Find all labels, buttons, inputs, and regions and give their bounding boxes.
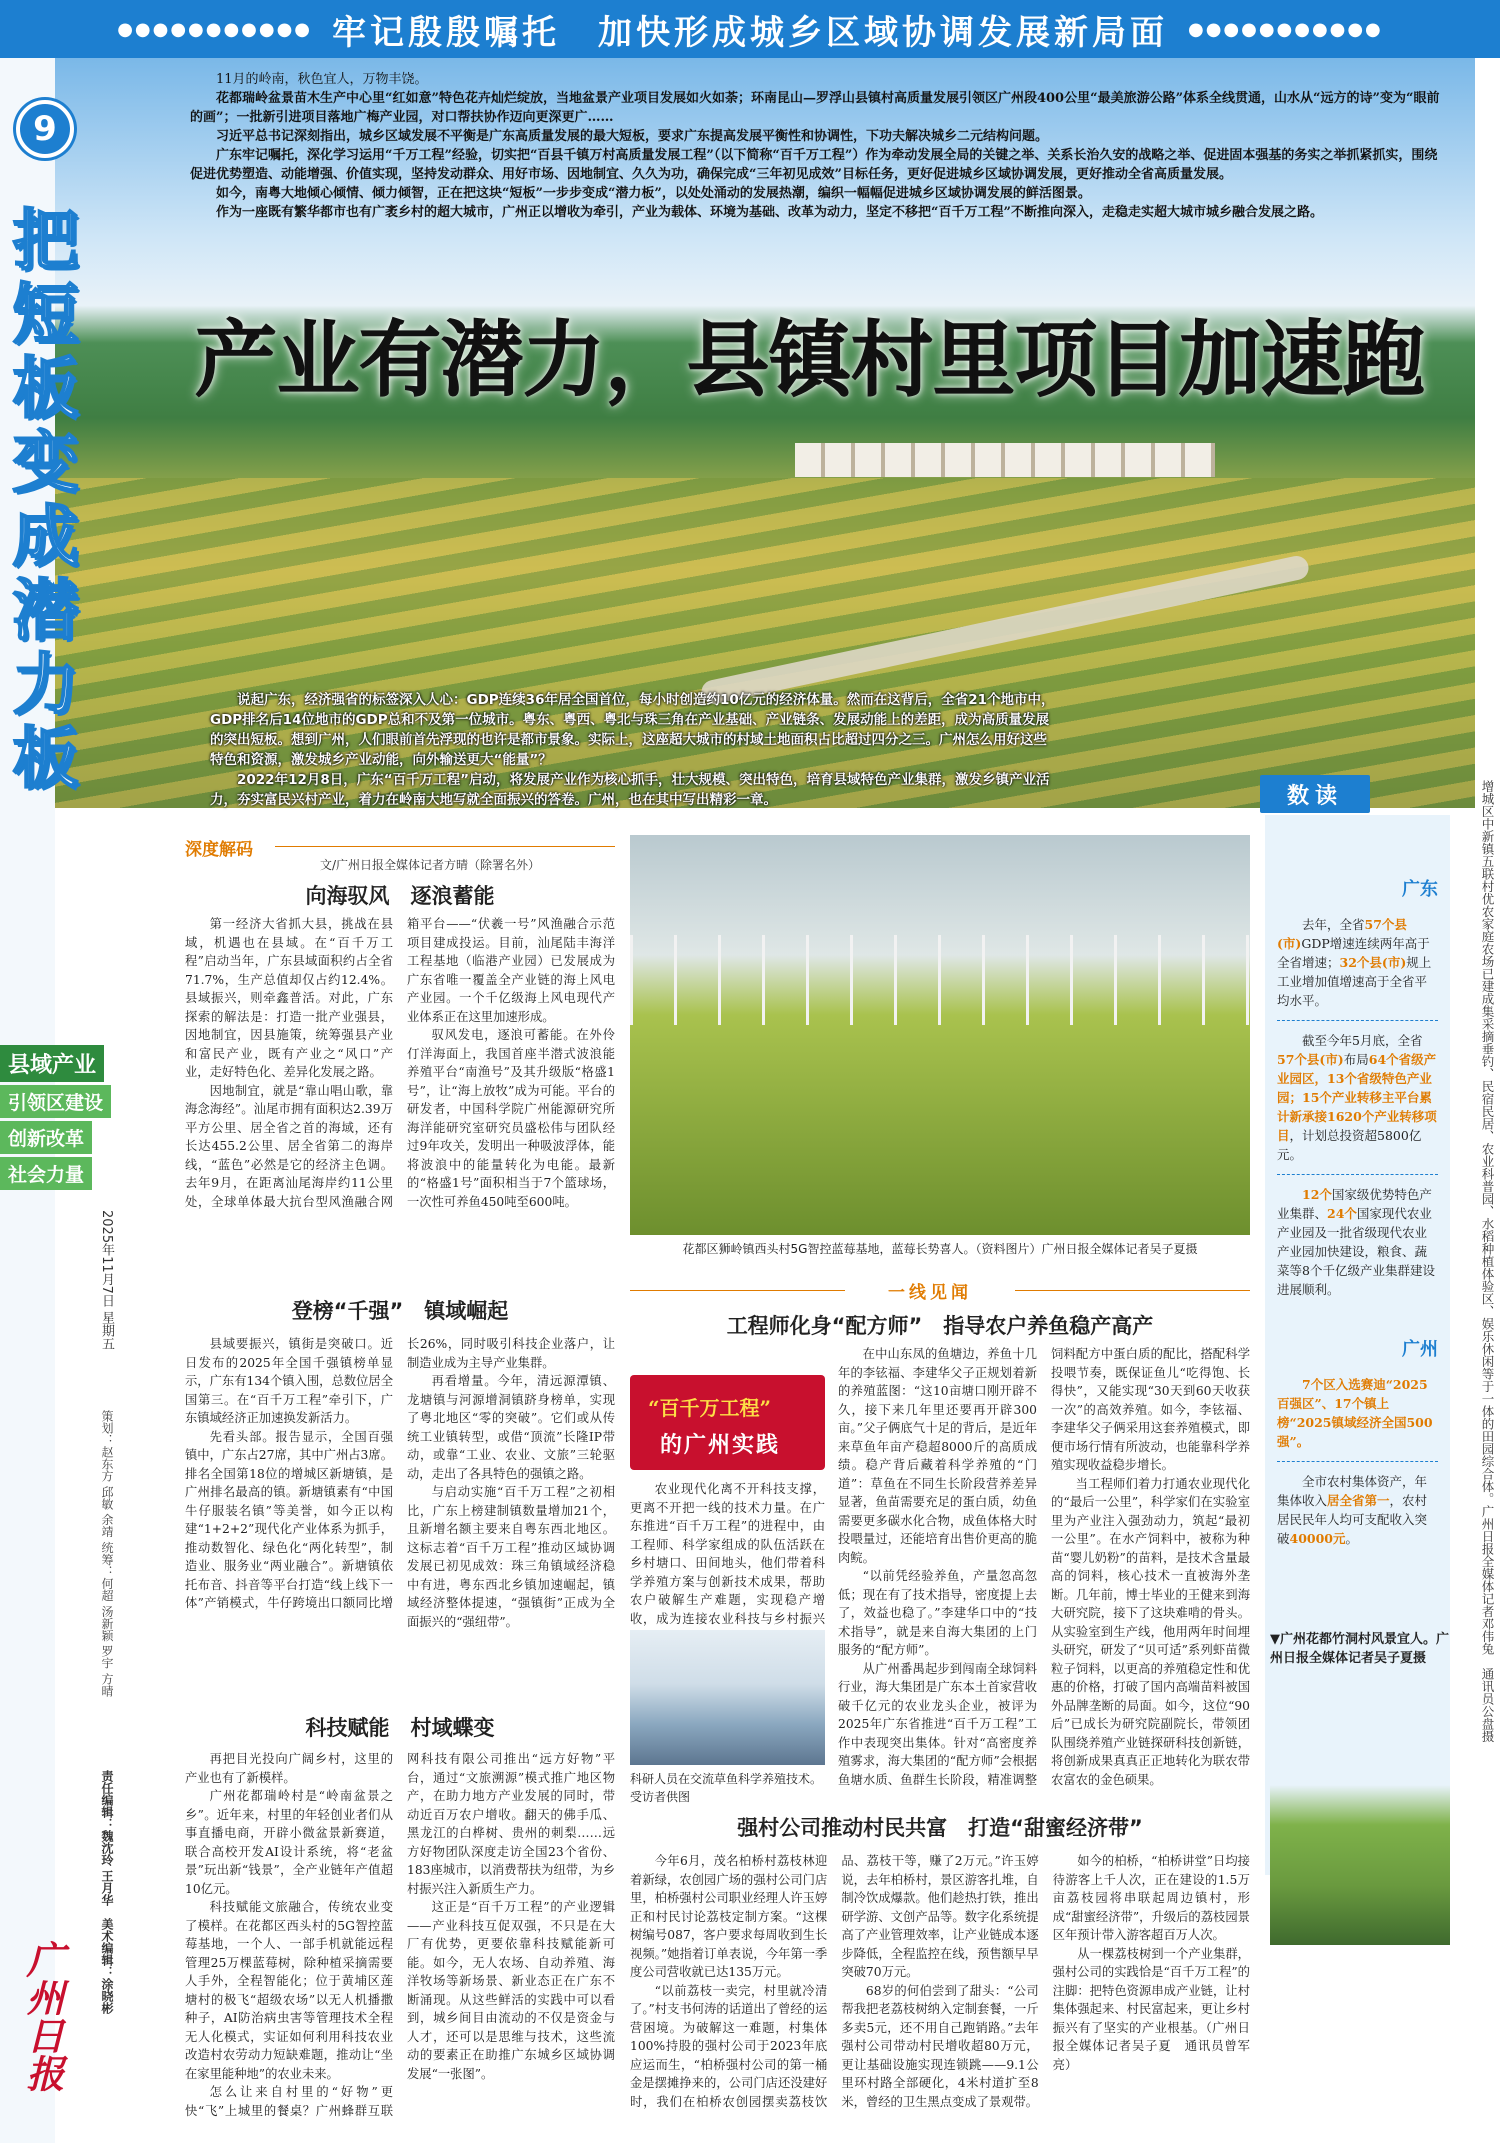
practice-badge-line1: “百千万工程” — [648, 1396, 772, 1420]
village-scenery-photo — [1270, 1745, 1450, 1945]
section-title: 科技赋能 村域蝶变 — [305, 1716, 495, 1740]
intro-paragraph: 花都瑞岭盆景苗木生产中心里“红如意”特色花卉灿烂绽放，当地盆景产业项目发展如火如荼；环南昆山—罗浮山县镇村高质量发展引领区广州段400公里“最美旅游公路”体系全线贯通，山水从“远方的诗”变为“眼前的画”；一批新引进项目落地广梅产业园，对口帮扶协作迈向更深更广…… — [190, 91, 1440, 125]
body-paragraph: 县域要振兴，镇街是突破口。近日发布的2025年全国千强镇榜单显示，广东有134个镇入围，总数位居全国第三。在“百千万工程”牵引下，广东镇域经济正加速换发新活力。 — [185, 1337, 393, 1425]
tag-county-industry: 县域产业 — [0, 1045, 104, 1082]
section-body — [630, 1852, 1250, 2137]
lead-paragraph: 2022年12月8日，广东“百千万工程”启动，将发展产业作为核心抓手，壮大规模、突出特色，培育县域特色产业集群，激发乡镇产业活力，夯实富民兴村产业，着力在岭南大地写就全面振兴的答卷。广州，也在其中写出精彩一章。 — [210, 772, 1050, 808]
data-highlight: 40000元 — [1289, 1531, 1346, 1546]
data-item — [1265, 1179, 1450, 1305]
photo-caption: 科研人员在交流草鱼科学养殖技术。受访者供图 — [630, 1772, 823, 1804]
section-body — [630, 1480, 825, 1625]
vertical-slogan: 把短板变成潜力板 — [1, 205, 79, 797]
data-text: 。 — [1345, 1531, 1359, 1546]
top-banner — [0, 0, 1500, 58]
body-paragraph: 再看增量。今年，清远源潭镇、龙塘镇与河源增洞镇跻身榜单，实现了粤北地区“零的突破”。它们或从传统工业镇转型，或借“顶流”长隆IP带动，或靠“工业、农业、文旅”三轮驱动，走出了各具特色的强镇之路。 — [407, 1374, 615, 1481]
section-title: 向海驭风 逐浪蓄能 — [305, 884, 495, 908]
body-paragraph: 怎么让来自村里的“好物”更快“飞”上城里的餐桌？广州蜂群互联网科技有限公司推出“远方好物”平台，通过“文旅溯源”模式推广地区物产，在助力地方产业发展的同时，带动近百万农户增收。翻天的佛手瓜、黑龙江的白桦树、贵州的刺梨……远方好物团队深度走访全国23个省份、183座城市，以消费帮扶为纽带，为乡村振兴注入新质生产力。 — [185, 1752, 615, 2118]
section-title: 登榜“千强” 镇域崛起 — [291, 1299, 509, 1323]
data-text: GDP增速连续两年高于全省增速； — [1277, 936, 1430, 970]
section-body — [185, 915, 615, 1280]
tag-reform: 创新改革 — [0, 1121, 92, 1154]
region-guangdong: 广东 — [1402, 879, 1438, 900]
data-divider — [1277, 1020, 1438, 1021]
section-body — [185, 1750, 615, 2130]
blueberry-greenhouse-photo — [630, 835, 1250, 1235]
body-paragraph: 如今的柏桥，“柏桥讲堂”日均接待游客上千人次，正在建设的1.5万亩荔枝园将串联起周边镇村，形成“甜蜜经济带”，升级后的荔枝园景区年预计带入游客超百万人次。 — [1052, 1854, 1250, 1942]
researchers-photo — [630, 1630, 825, 1765]
intro-paragraph: 习近平总书记深刻指出，城乡区域发展不平衡是广东高质量发展的最大短板，要求广东提高发展平衡性和协调性，下功夫解决城乡二元结构问题。 — [216, 129, 1049, 144]
deep-decode-label: 深度解码 — [185, 835, 275, 859]
data-text: 规上工业增加值增速高于全省平均水平。 — [1277, 955, 1432, 1008]
body-paragraph: 第一经济大省抓大县，挑战在县域，机遇也在县域。在“百千万工程”启动当年，广东县域面积约占全省71.7%，生产总值却仅占约12.4%。县域振兴，则牵鑫普活。对此，广东探索的解法是：打造一批产业强县，因地制宜，因县施策，统筹强县产业和富民产业，既有产业之“风口”产业，走好特色化、差异化发展之路。 — [185, 917, 393, 1079]
data-item — [1265, 1369, 1450, 1457]
intro-paragraph: 如今，南粤大地倾心倾情、倾力倾智，正在把这块“短板”一步步变成“潜力板”，以处处涌动的发展热潮，编织一幅幅促进城乡区域协调发展的鲜活图景。 — [216, 186, 1091, 201]
data-divider — [1277, 1461, 1438, 1462]
body-paragraph: 因地制宜，就是“靠山唱山歌，靠海念海经”。汕尾市拥有面积达2.39万平方公里、居全省之首的海域，还有长达455.2公里、居全省第二的海岸线，“蓝色”必然是它的经济主色调。去年9月，在距离汕尾海岸约11公里处，全球单体最大抗台型风渔融合网箱平台——“伏羲一号”风渔融合示范项目建成投运。目前，汕尾陆丰海洋工程基地（临港产业园）已发展成为广东省唯一覆盖全产业链的海上风电产业园。一个千亿级海上风电现代产业体系正在这里加速形成。 — [185, 917, 615, 1209]
body-paragraph: 在中山东凤的鱼塘边，养鱼十几年的李铉福、李建华父子正规划着新的养殖蓝图：“这10亩塘口刚开辟不久，接下来几年里还要再开辟300亩。”父子俩底气十足的背后，是近年来草鱼年亩产稳超8000斤的高质成绩。稳产背后藏着科学养殖的“门道”：草鱼在不同生长阶段营养差异显著，鱼苗需要充足的蛋白质，幼鱼需要更多碳水化合物，成鱼体格大时投喂量过，还能培育出售价更高的脆肉鲩。 — [838, 1347, 1037, 1565]
section-body — [185, 1335, 615, 1695]
body-paragraph: 当工程师们着力打通农业现代化的“最后一公里”，科学家们在实验室里为产业注入强劲动力，筑起“最初一公里”。在水产饲料中，被称为种苗“婴儿奶粉”的苗料，是技术含量最高的饲料，核心技术一直被海外垄断。几年前，博士毕业的王健来到海大研究院，接下了这块难啃的骨头。从实验室到生产线，他用两年时间埋头研究，研发了“贝可适”系列虾苗微粒子饲料，以更高的养殖稳定性和优惠的价格，打破了国内高端苗料被国外品牌垄断的局面。如今，这位“90后”已成长为研究院副院长，带领团队围绕养殖产业链探研科技创新链，将创新成果真真正正地转化为联农带农富农的金色硕果。 — [1051, 1476, 1250, 1787]
intro-paragraph: 广东牢记嘱托，深化学习运用“千万工程”经验，切实把“百县千镇万村高质量发展工程”（以下简称“百千万工程”）作为牵动发展全局的关键之举、关系长治久安的战略之举、促进固本强基的务实之举抓紧抓实，围绕促进优势塑造、动能增强、价值实现，坚持发动群众、用好市场、因地制宜、久久为功，确保完成“三年初见成效”目标任务，更好促进城乡区域协调发展，更好推动全省高质量发展。 — [190, 148, 1438, 182]
data-divider — [1277, 1174, 1438, 1175]
data-highlight: 12个 — [1302, 1187, 1332, 1202]
data-highlight: 57个县(市) — [1277, 917, 1407, 951]
data-item — [1265, 909, 1450, 1016]
data-highlight: 32个县(市) — [1339, 955, 1407, 970]
body-paragraph: “以前凭经验养鱼，产量忽高忽低；现在有了技术指导，密度提上去了，效益也稳了。”李建华口中的“技术指导”，就是来自海大集团的上门服务的“配方师”。 — [838, 1569, 1037, 1657]
practice-badge-line2: 的广州实践 — [660, 1432, 781, 1458]
data-text: 去年，全省 — [1302, 917, 1365, 932]
body-paragraph: 从一棵荔枝树到一个产业集群，强村公司的实践恰是“百千万工程”的注脚：把特色资源串成产业链，让村集体强起来、村民富起来，更让乡村振兴有了坚实的产业根基。（广州日报全媒体记者吴子夏 通讯员曾军亮） — [1052, 1946, 1250, 2072]
body-paragraph: 今年6月，茂名柏桥村荔枝林迎着新绿，农创园广场的强村公司门店里，柏桥强村公司职业经理人许玉婷正和村民讨论荔枝定制方案。“这棵树编号087，客户要求每周收到生长视频。”她指着订单表说，今年第一季度公司营收就已达135万元。 — [630, 1854, 828, 1979]
section-tags — [0, 1045, 140, 1193]
body-paragraph: “以前荔枝一卖完，村里就冷清了。”村支书何涛的话道出了曾经的运营困境。为破解这一难题，村集体100%持股的强村公司于2023年底应运而生，“柏桥强村公司的第一桶金是摆摊挣来的，公司门店还没建好时，我们在柏桥农创园摆卖荔枝饮品、荔枝干等，赚了2万元。”许玉婷说，去年柏桥村，景区游客扎堆，自制冷饮成爆款。他们趁热打铁，推出研学游、文创产品等。数字化系统提高了产业管理效率，让产业链成本逐步降低，全程监控在线，预售额早早突破70万元。 — [630, 1854, 1039, 2109]
data-item — [1265, 1025, 1450, 1170]
data-highlight: 24个 — [1327, 1206, 1357, 1221]
frontline-label: 一线见闻 — [845, 1278, 1015, 1303]
data-tab: 数读 — [1260, 775, 1370, 813]
banner-dots-right: ●●●●●●●●●●● — [1188, 18, 1383, 40]
body-paragraph: 再把目光投向广阔乡村，这里的产业也有了新模样。 — [185, 1752, 393, 1785]
data-highlight: 居全省第一 — [1327, 1493, 1390, 1508]
newspaper-logo: 广州日报 — [20, 1940, 65, 2092]
lead-paragraph: 说起广东，经济强省的标签深入人心：GDP连续36年居全国首位，每小时创造约10亿元的经济体量。然而在这背后，全省21个地市中，GDP排名后14位地市的GDP总和不及第一位城市。粤东、粤西、粤北与珠三角在产业基础、产业链条、发展动能上的差距，成为高质量发展的突出短板。想到广州，人们眼前首先浮现的也许是都市景象。实际上，这座超大城市的村域土地面积占比超过四分之三。广州怎么用好这些特色和资源，激发城乡产业动能，向外输送更大“能量”？ — [210, 692, 1055, 768]
planning-credit: 策划：赵东方 邱敏 余靖 统筹：何超 汤新颖 罗宇 方晴 — [100, 1410, 114, 1697]
intro-paragraph: 作为一座既有繁华都市也有广袤乡村的超大城市，广州正以增收为牵引，产业为载体、环境为基础、改革为动力，坚定不移把“百千万工程”不断推向深入，走稳走实超大城市城乡融合发展之路。 — [216, 205, 1323, 220]
photo-caption: ▼广州花都竹洞村风景宜人。广州日报全媒体记者吴子夏摄 — [1270, 1632, 1449, 1666]
village-houses — [795, 443, 1215, 477]
data-text: 截至今年5月底，全省 — [1302, 1033, 1423, 1048]
data-highlight: 64个省级产业园区，13个省级特色产业园；15个产业转移主平台累计新承接1620个产业转移项目 — [1277, 1052, 1437, 1143]
data-text: 国家现代农业产业园及一批省级现代农业产业园加快建设，粮食、蔬菜等8个千亿级产业集群建设进展顺利。 — [1277, 1206, 1435, 1297]
body-paragraph: 68岁的何伯尝到了甜头：“公司帮我把老荔枝树纳入定制套餐，一斤多卖5元，还不用自己跑销路。”去年强村公司带动村民增收超80万元，更让基础设施实现连锁跳——9.1公里环村路全部硬化，4米村道扩至8米，曾经的卫生黑点变成了景观带。 — [841, 1983, 1039, 2109]
intro-paragraph: 11月的岭南，秋色宜人，万物丰饶。 — [216, 72, 428, 87]
section-title: 强村公司推动村民共富 打造“甜蜜经济带” — [737, 1816, 1143, 1840]
data-highlight: 7个区入选赛迪“2025百强区”、17个镇上榜“2025镇域经济全国500强”。 — [1277, 1377, 1433, 1449]
data-item — [1265, 1466, 1450, 1554]
data-text: 国家级优势特色产业集群、 — [1277, 1187, 1432, 1221]
photo-caption: 花都区狮岭镇西头村5G智控蓝莓基地，蓝莓长势喜人。（资料图片）广州日报全媒体记者吴子夏摄 — [682, 1242, 1198, 1256]
body-paragraph: 与启动实施“百千万工程”之初相比，广东上榜建制镇数量增加21个，且新增名额主要来自粤东西北地区。这标志着“百千万工程”推动区域协调发展已初见成效：珠三角镇域经济稳中有进，粤东西北乡镇加速崛起，镇域经济整体提速，“强镇街”正成为全面振兴的“强纽带”。 — [407, 1485, 615, 1629]
body-paragraph: 科技赋能文旅融合，传统农业变了模样。在花都区西头村的5G智控蓝莓基地，一个人、一部手机就能远程管理25万棵蓝莓树，除种植采摘需要人手外，全程智能化；位于黄埔区莲塘村的极飞“超级农场”以无人机播撒种子，AI防治病虫害等管理技术全程无人化模式，实证如何利用科技农业改造村农劳动力短缺难题，推动让“坐在家里能种地”的农业未来。 — [185, 1900, 393, 2081]
body-paragraph: 广州花都瑞岭村是“岭南盆景之乡”。近年来，村里的年轻创业者们从事直播电商，开辟小微盆景新赛道，联合高校开发AI设计系统，将“老盆景”玩出新“钱景”，全产业链年产值超10亿元。 — [185, 1789, 393, 1896]
section-title: 工程师化身“配方师” 指导农户养鱼稳产高产 — [726, 1314, 1154, 1338]
page-headline: 产业有潜力，县镇村里项目加速跑 — [194, 312, 1425, 408]
banner-title: 牢记殷殷嘱托 加快形成城乡区域协调发展新局面 — [332, 12, 1168, 53]
byline: 文/广州日报全媒体记者方晴（除署名外） — [320, 858, 541, 872]
tag-leading-zone: 引领区建设 — [0, 1085, 111, 1118]
data-text: 布局 — [1343, 1052, 1369, 1067]
data-text: 全市农村集体资产，年集体收入 — [1277, 1474, 1428, 1508]
issue-date: 2025年11月7日 星期五 — [99, 1210, 114, 1351]
data-highlight: 57个县(市) — [1277, 1052, 1344, 1067]
body-paragraph: 驭风发电，逐浪可蓄能。在外伶仃洋海面上，我国首座半潜式波浪能养殖平台“南渔号”及其升级版“格盛1号”，让“海上放牧”成为可能。平台的研发者，中国科学院广州能源研究所海洋能研究室研究员盛松伟与团队经过9年攻关，发明出一种吸波浮体，能将波浪中的能量转化为电能。最新的“格盛1号”面积相当于7个篮球场，一次性可养鱼450吨至600吨。 — [407, 1028, 615, 1209]
greenhouse-frame — [630, 935, 1250, 1025]
body-paragraph: 农业现代化离不开科技支撑，更离不开把一线的技术力量。在广东推进“百千万工程”的进程中，由工程师、科学家组成的队伍活跃在乡村塘口、田间地头，他们带着科学养殖方案与创新技术成果，帮助农户破解生产难题，实现稳产增收，成为连接农业科技与乡村振兴 — [630, 1482, 825, 1626]
lead-text — [210, 690, 1060, 810]
banner-dots-left: ●●●●●●●●●●● — [117, 18, 312, 40]
body-paragraph: 从广州番禺起步到闯南全球饲料行业，海大集团是广东本土首家营收破千亿元的农业龙头企业，被评为2025年广东省推进“百千万工程”工作中表现突出集体。针对“高密度养殖雾求，海大集团的“配方师”会根据鱼塘水质、鱼群生长阶段，精准调整饲料配方中蛋白质的配比，搭配科学投喂节奏，既保证鱼儿“吃得饱、长得快”，又能实现“30天到60天收获一次”的高效养殖。如今，李铉福、李建华父子俩采用这套养殖模式，即便市场行情有所波动，也能靠科学养殖实现收益稳步增长。 — [838, 1347, 1250, 1787]
body-paragraph: 这正是“百千万工程”的产业逻辑——产业科技互促双强，不只是在大厂有优势，更要依靠科技赋能新可能。如今，无人农场、自动养殖、海洋牧场等新场景、新业态正在广东不断涌现。从这些鲜活的实践中可以看到，城乡间目由流动的不仅是资金与人才，还可以是思维与技术，这些流动的要素正在助推广东城乡区域协调发展“一张图”。 — [407, 1900, 615, 2081]
data-text: ，农村居民民年人均可支配收入突破 — [1277, 1493, 1428, 1546]
intro-text — [190, 70, 1450, 222]
region-guangzhou: 广州 — [1402, 1339, 1438, 1360]
tag-social-force: 社会力量 — [0, 1157, 92, 1190]
data-text: ，计划总投资超5800亿元。 — [1277, 1128, 1422, 1162]
page-number: 9 — [16, 100, 74, 158]
body-paragraph: 先看头部。报告显示，全国百强镇中，广东占27席，其中广州占3席。排名全国第18位的增城区新塘镇，是广州排名最高的镇。新塘镇素有“中国牛仔服装名镇”等美誉，如今正以构建“1+2+2”现代化产业体系为抓手，推动数智化、绿色化“两化转型”，制造业、服务业“两业融合”。新塘镇依托布音、抖音等平台打造“线上线下一体”产销模式，牛仔跨境出口额同比增长26%，同时吸引科技企业落户，让制造业成为主导产业集群。 — [185, 1337, 615, 1610]
section-body — [838, 1345, 1250, 1790]
data-sidebar — [1265, 815, 1450, 1875]
right-margin-caption: 增城区中新镇五联村优农家庭农场已建成集采摘垂钓、民宿民居、农业科普园、水稻种植体验区、娱乐休闲等于一体的田园综合体。广州日报全媒体记者邓伟兔 通讯员公盘摄 — [1480, 780, 1495, 1743]
editor-credit: 责任编辑：魏沈玲 王月华 美术编辑：涂晓彬 — [100, 1770, 114, 2015]
